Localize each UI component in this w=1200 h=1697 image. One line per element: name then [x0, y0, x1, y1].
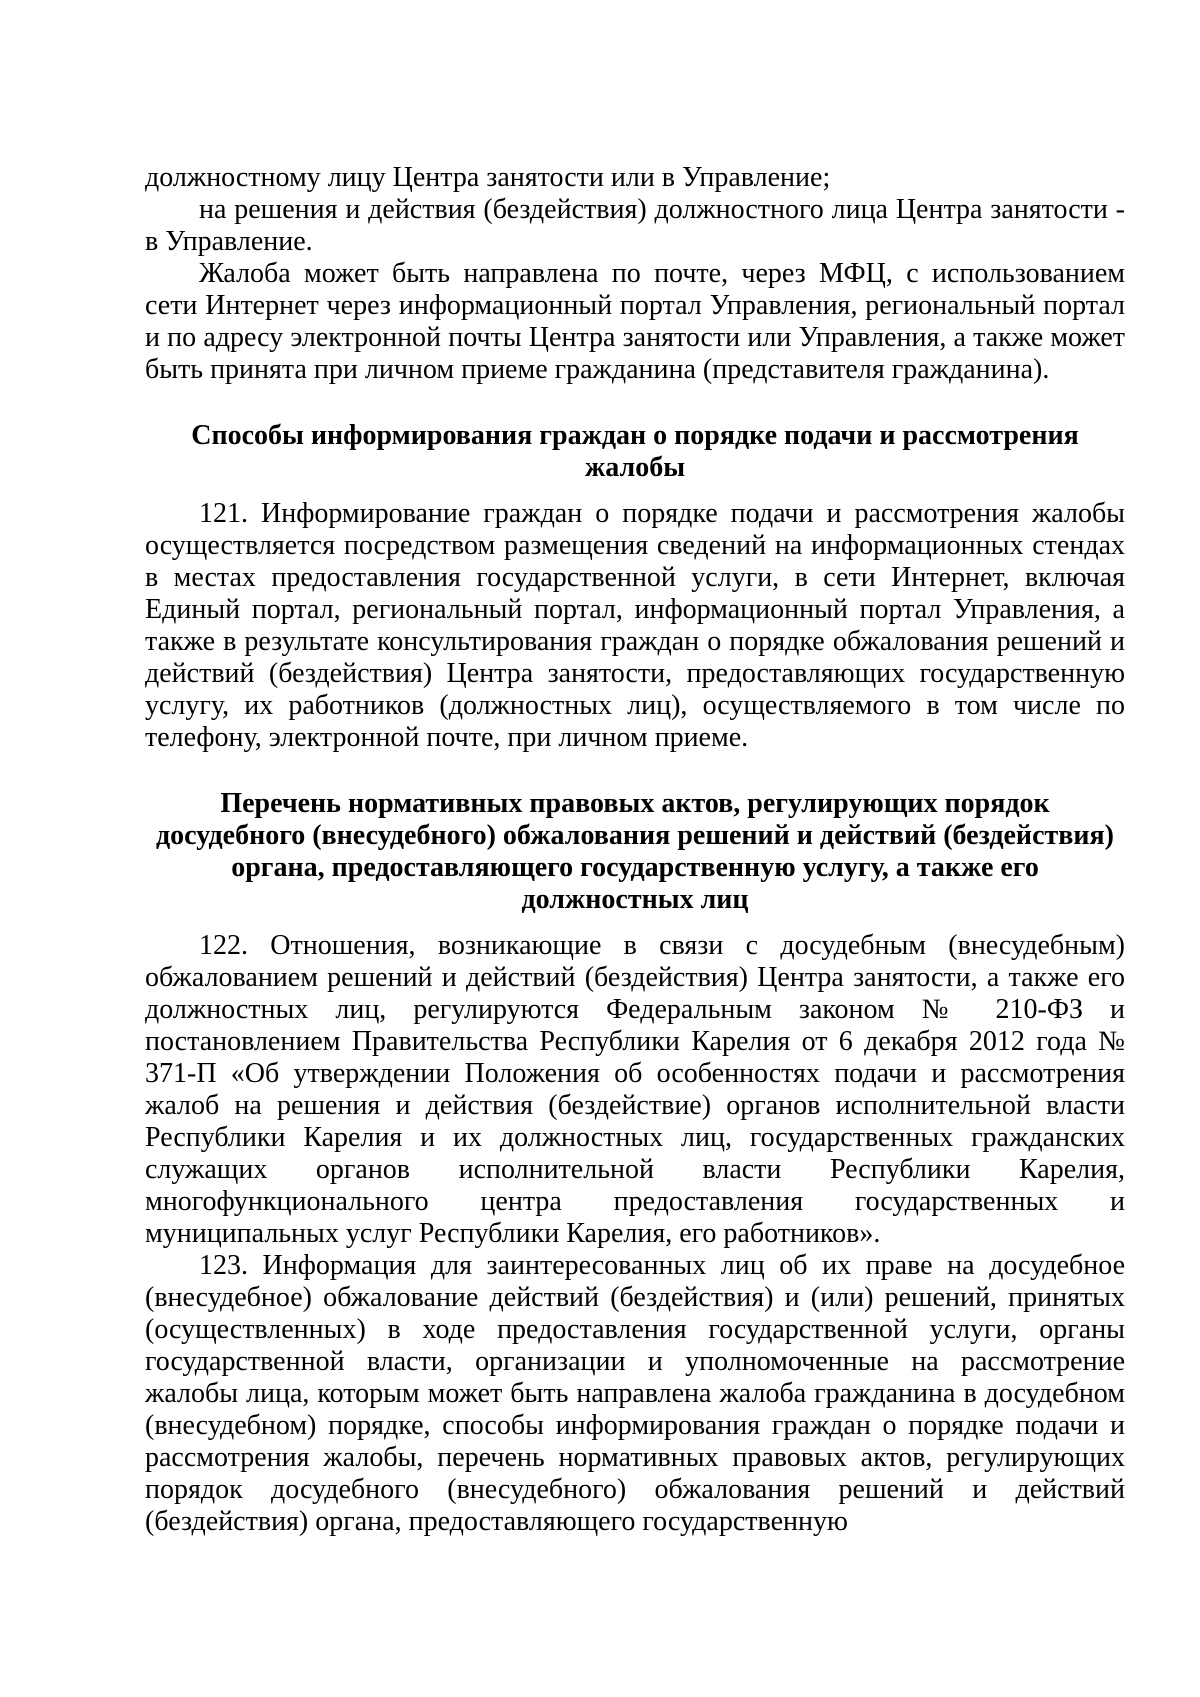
section-gap	[145, 484, 1125, 498]
paragraph-121: 121. Информирование граждан о порядке подачи и рассмотрения жалобы осуществляется посредством размещения сведений на информационных стендах в местах предоставления государственной услуги, в сети Интернет, включая Единый портал, региональный портал, информационный портал Управления, а также в результате консультирования граждан о порядке обжалования решений и действий (бездействия) Центра занятости, предоставляющих государственную услугу, их работников (должностных лиц), осуществляемого в том числе по телефону, электронной почте, при личном приеме.	[145, 498, 1125, 753]
section-gap	[145, 754, 1125, 788]
section-gap	[145, 916, 1125, 930]
paragraph-123: 123. Информация для заинтересованных лиц об их праве на досудебное (внесудебное) обжалование действий (бездействия) и (или) решений, принятых (осуществленных) в ходе предоставления государственной услуги, органы государственной власти, организации и уполномоченные на рассмотрение жалобы лица, которым может быть направлена жалоба гражданина в досудебном (внесудебном) порядке, способы информирования граждан о порядке подачи и рассмотрения жалобы, перечень нормативных правовых актов, регулирующих порядок досудебного (внесудебного) обжалования решений и действий (бездействия) органа, предоставляющего государственную	[145, 1250, 1125, 1537]
section-gap	[145, 386, 1125, 420]
document-page	[145, 162, 1125, 1538]
paragraph-122: 122. Отношения, возникающие в связи с досудебным (внесудебным) обжалованием решений и действий (бездействия) Центра занятости, а также его должностных лиц, регулируются Федеральным законом № 210-ФЗ и постановлением Правительства Республики Карелия от 6 декабря 2012 года № 371-П «Об утверждении Положения об особенностях подачи и рассмотрения жалоб на решения и действия (бездействие) органов исполнительной власти Республики Карелия и их должностных лиц, государственных гражданских служащих органов исполнительной власти Республики Карелия, многофункционального центра предоставления государственных и муниципальных услуг Республики Карелия, его работников».	[145, 930, 1125, 1249]
paragraph-complaint-ways: Жалоба может быть направлена по почте, через МФЦ, с использованием сети Интернет через информационный портал Управления, региональный портал и по адресу электронной почты Центра занятости или Управления, а также может быть принята при личном приеме гражданина (представителя гражданина).	[145, 258, 1125, 385]
heading-inform: Способы информирования граждан о порядке подачи и рассмотрения жалобы	[191, 420, 1079, 483]
heading-acts: Перечень нормативных правовых актов, регулирующих порядок досудебного (внесудебного) обжалования решений и действий (бездействия) органа, предоставляющего государственную услугу, а также его должностных лиц	[156, 788, 1114, 915]
paragraph-decisions: на решения и действия (бездействия) должностного лица Центра занятости - в Управление.	[145, 194, 1125, 257]
paragraph-top-continuation: должностному лицу Центра занятости или в Управление;	[145, 162, 831, 193]
